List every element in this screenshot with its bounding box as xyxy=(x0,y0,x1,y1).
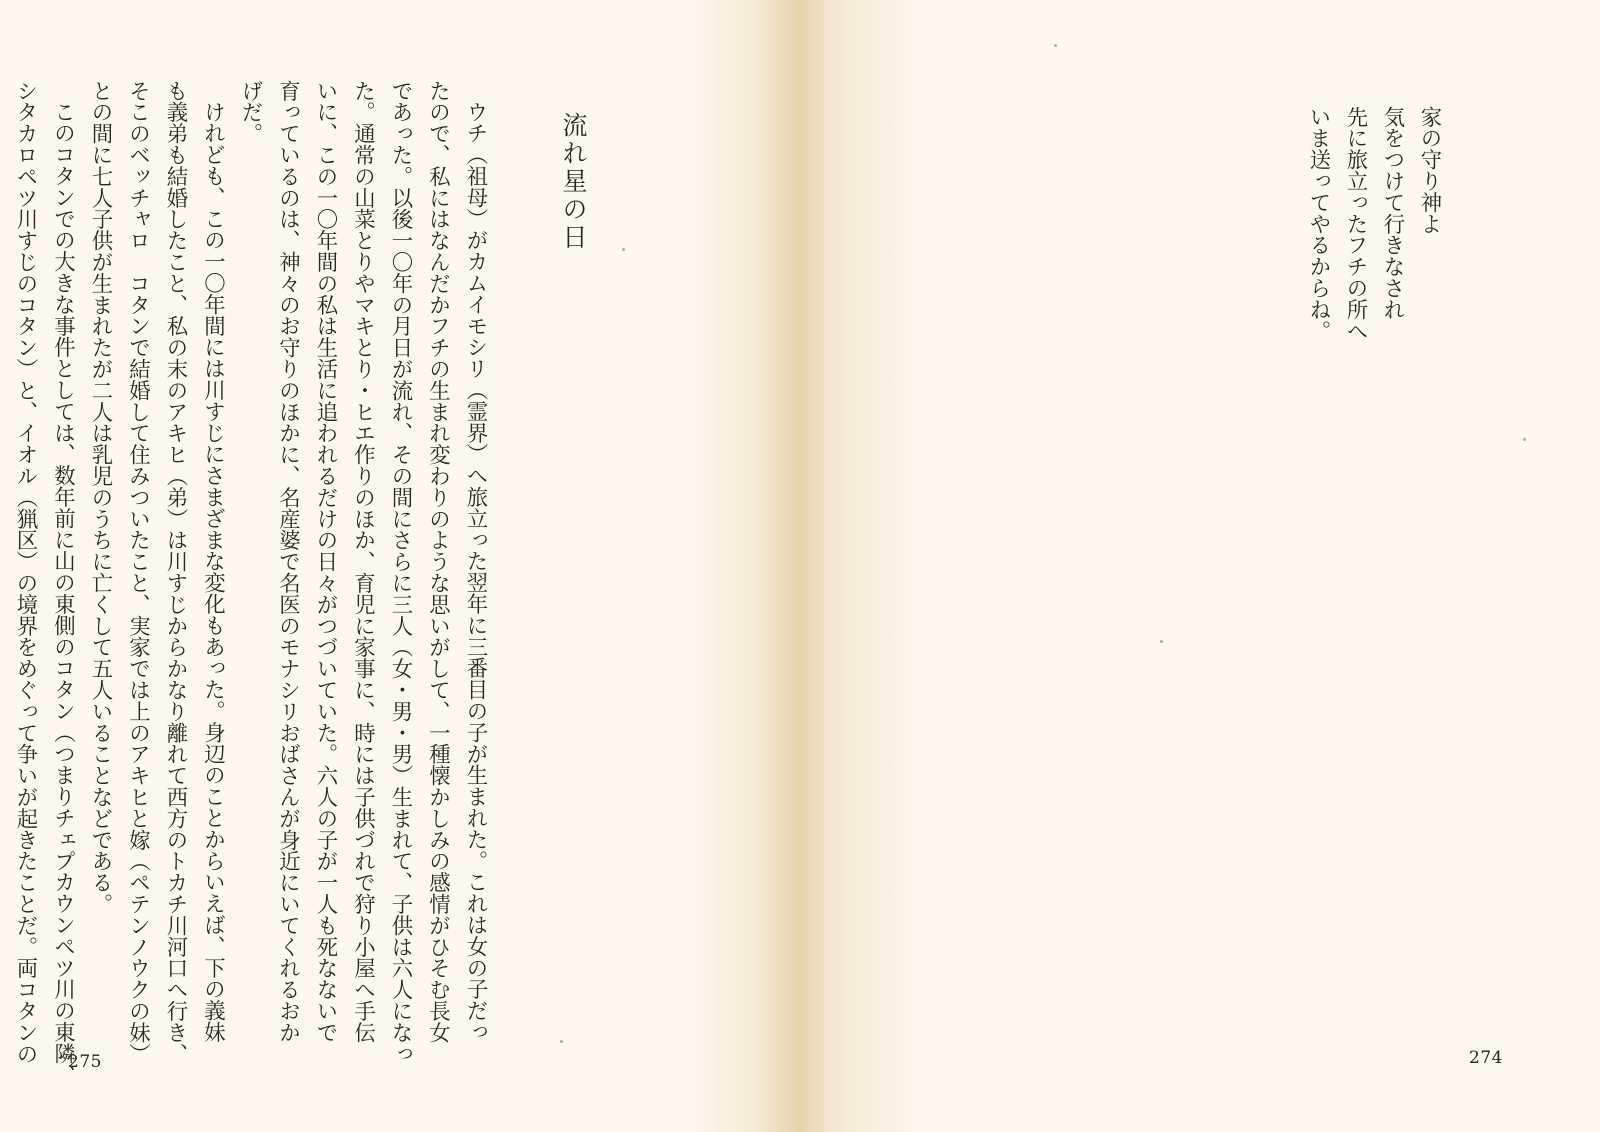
body-line: た。通常の山菜とりやマキとり・ヒエ作りのほか、育児に家事に、時には子供づれで狩り小屋へ手伝 xyxy=(350,80,376,1043)
page-number-left: 275 xyxy=(68,1052,102,1072)
right-page xyxy=(790,0,1600,1132)
body-line: そこのベッチャロ コタンで結婚して住みついたこと、実家では上のアキヒと嫁（ペテンノウクの妹） xyxy=(125,80,151,1065)
body-line: ウチ（祖母）がカムイモシリ（霊界）へ旅立った翌年に三番目の子が生まれた。これは女の子だっ xyxy=(463,101,488,1043)
poem-line: 気をつけて行きなされ xyxy=(1380,106,1405,320)
paper-speck xyxy=(1160,640,1163,643)
body-line: との間に七人子供が生まれたが二人は乳児のうちに亡くして五人いることなどである。 xyxy=(88,80,113,915)
paper-speck xyxy=(560,1040,563,1043)
body-line: げだ。 xyxy=(238,80,263,145)
paper-speck xyxy=(1523,438,1526,441)
paper-speck xyxy=(1054,44,1057,47)
body-line: も義弟も結婚したこと、私の末のアキヒ（弟）は川すじからかなり離れて西方のトカチ川河口へ行き、 xyxy=(163,80,188,1065)
poem-line: いま送ってやるからね。 xyxy=(1306,106,1331,342)
paper-speck xyxy=(622,248,625,251)
body-line: シタカロペツ川すじのコタン）と、イオル（猟区）の境界をめぐって争いが起きたことだ。両コタンの xyxy=(13,80,38,1065)
body-line: けれども、この一〇年間には川すじにさまざまな変化もあった。身辺のことからいえば、下の義妹 xyxy=(200,101,226,1043)
poem-line: 先に旅立ったフチの所へ xyxy=(1343,106,1368,342)
body-text xyxy=(7,80,495,1086)
left-page xyxy=(0,0,790,1132)
poem-line: 家の守り神よ xyxy=(1417,106,1442,235)
chapter-title: 流れ星の日 xyxy=(559,112,588,252)
body-line: たので、私にはなんだかフチの生まれ変わりのような思いがして、一種懐かしみの感情がひそむ長女 xyxy=(425,80,451,1043)
body-line: 育っているのは、神々のお守りのほかに、名産婆で名医のモナシリおばさんが身近にいてくれるおか xyxy=(275,80,301,1043)
body-line: であった。以後一〇年の月日が流れ、その間にさらに三人（女・男・男）生まれて、子供は六人になっ xyxy=(388,80,413,1065)
page-number-right: 274 xyxy=(1469,1048,1503,1068)
poem xyxy=(1300,106,1448,341)
body-line: いに、この一〇年間の私は生活に追われるだけの日々がつづいていた。六人の子が一人も死なないで xyxy=(313,80,338,1043)
body-line: このコタンでの大きな事件としては、数年前に山の東側のコタン（つまりチェプカウンペツ川の東隣、 xyxy=(50,101,76,1086)
